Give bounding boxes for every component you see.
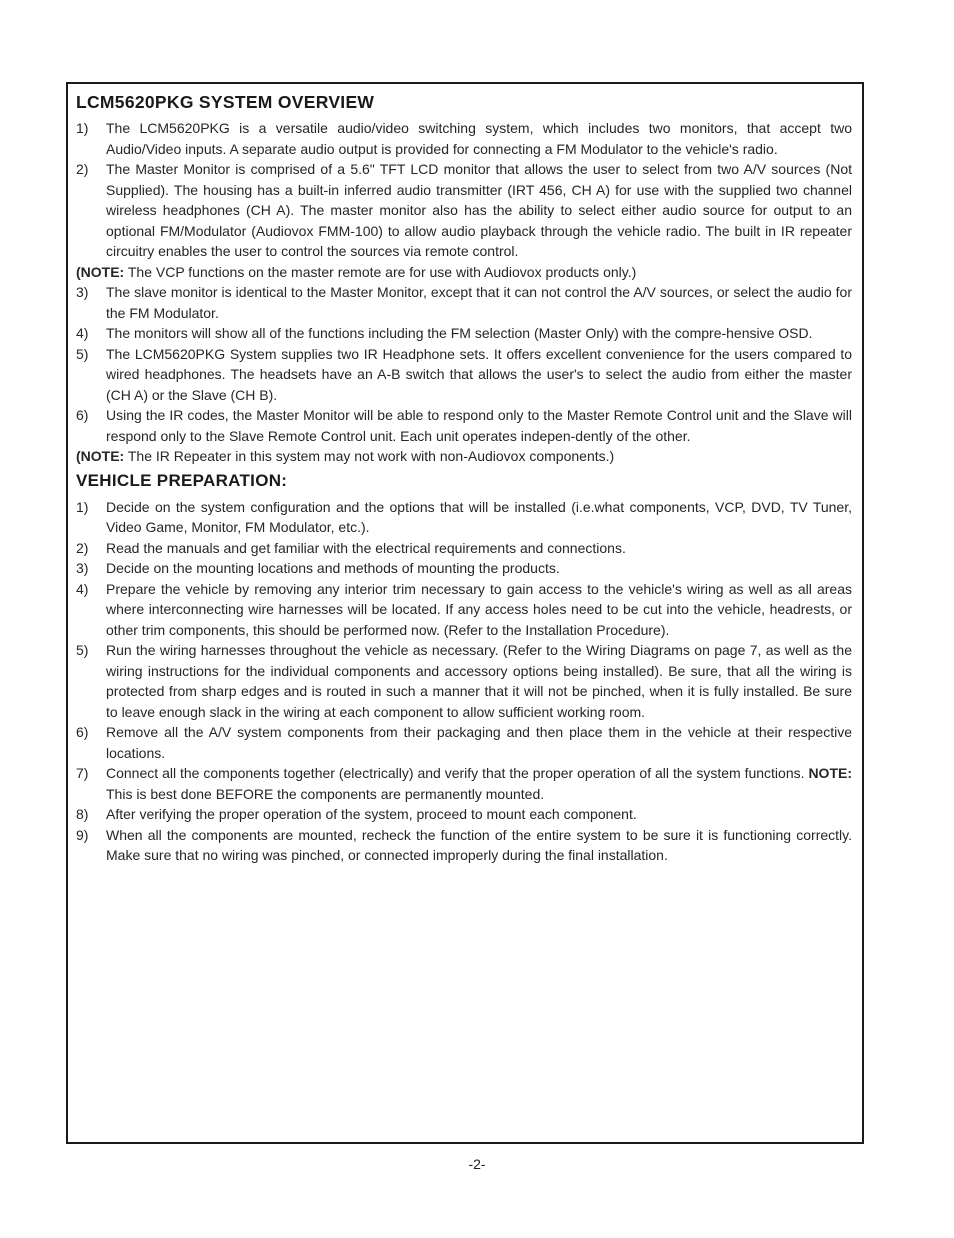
note-vcp-functions: (NOTE: The VCP functions on the master remote are for use with Audiovox products only.) <box>76 263 637 280</box>
page-frame <box>66 82 864 1144</box>
list-item: 6) Remove all the A/V system components from their packaging and then place them in the vehicle at their respective locations. <box>76 724 852 761</box>
list-item: 3) Decide on the mounting locations and methods of mounting the products. <box>76 560 560 576</box>
list-item: 2) The Master Monitor is comprised of a 5.6" TFT LCD monitor that allows the user to select from two A/V sources (Not Supplied). The housing has a built-in inferred audio transmitter (IRT 456, CH A) for use with the supplied two channel wireless headphones (CH A). The master monitor also has the ability to select either audio source for output to an optional FM/Modulator (Audiovox FMM-100) to allow audio playback through the vehicle radio. The built in IR repeater circuitry enables the user to control the sources via remote control. <box>76 161 852 259</box>
note-ir-repeater: (NOTE: The IR Repeater in this system may not work with non-Audiovox components.) <box>76 448 615 464</box>
list-item: 3) The slave monitor is identical to the Master Monitor, except that it can not control the A/V sources, or select the audio for the FM Modulator. <box>76 284 852 321</box>
page-number: -2- <box>468 1156 486 1172</box>
document-content <box>76 92 852 866</box>
list-item: 4) The monitors will show all of the functions including the FM selection (Master Only) with the compre-hensive OSD. <box>76 325 813 341</box>
list-item: 4) Prepare the vehicle by removing any interior trim necessary to gain access to the vehicle's wiring as well as all areas where interconnecting wire harnesses will be located. If any access holes need to be cut into the vehicle, headrests, or other trim components, this should be performed now. (Refer to the Installation Procedure). <box>76 580 852 638</box>
list-item: 8) After verifying the proper operation of the system, proceed to mount each component. <box>76 806 637 822</box>
list-item: 1) The LCM5620PKG is a versatile audio/video switching system, which includes two monitors, that accept two Audio/Video inputs. A separate audio output is provided for connecting a FM Modulator to the vehicle's radio. <box>76 120 852 157</box>
section-title-vehicle-preparation: VEHICLE PREPARATION: <box>76 470 288 490</box>
list-item: 7) Connect all the components together (electrically) and verify that the proper operation of all the system functions. NOTE: This is best done BEFORE the components are permanently mounted. <box>76 765 852 802</box>
list-item: 1) Decide on the system configuration and the options that will be installed (i.e.what components, VCP, DVD, TV Tuner, Video Game, Monitor, FM Modulator, etc.). <box>76 498 852 535</box>
list-item: 9) When all the components are mounted, recheck the function of the entire system to be sure it is functioning correctly. Make sure that no wiring was pinched, or connected improperly during the final installation. <box>76 826 852 863</box>
list-item: 6) Using the IR codes, the Master Monitor will be able to respond only to the Master Remote Control unit and the Slave will respond only to the Slave Remote Control unit. Each unit operates indepen-dently of the other. <box>76 407 852 444</box>
section-title-system-overview: LCM5620PKG SYSTEM OVERVIEW <box>76 92 375 112</box>
list-item: 5) Run the wiring harnesses throughout the vehicle as necessary. (Refer to the Wiring Diagrams on page 7, as well as the wiring instructions for the individual components and accessory options being installed). Be sure, that all the wiring is protected from sharp edges and is routed in such a manner that it will not be pinched, when it is fully installed. Be sure to leave enough slack in the wiring at each component to allow sufficient working room. <box>76 642 852 720</box>
list-item: 2) Read the manuals and get familiar with the electrical requirements and connections. <box>76 539 626 556</box>
list-item: 5) The LCM5620PKG System supplies two IR Headphone sets. It offers excellent convenience for the users compared to wired headphones. The headsets have an A-B switch that allows the user's to select the audio from either the master (CH A) or the Slave (CH B). <box>76 345 852 403</box>
